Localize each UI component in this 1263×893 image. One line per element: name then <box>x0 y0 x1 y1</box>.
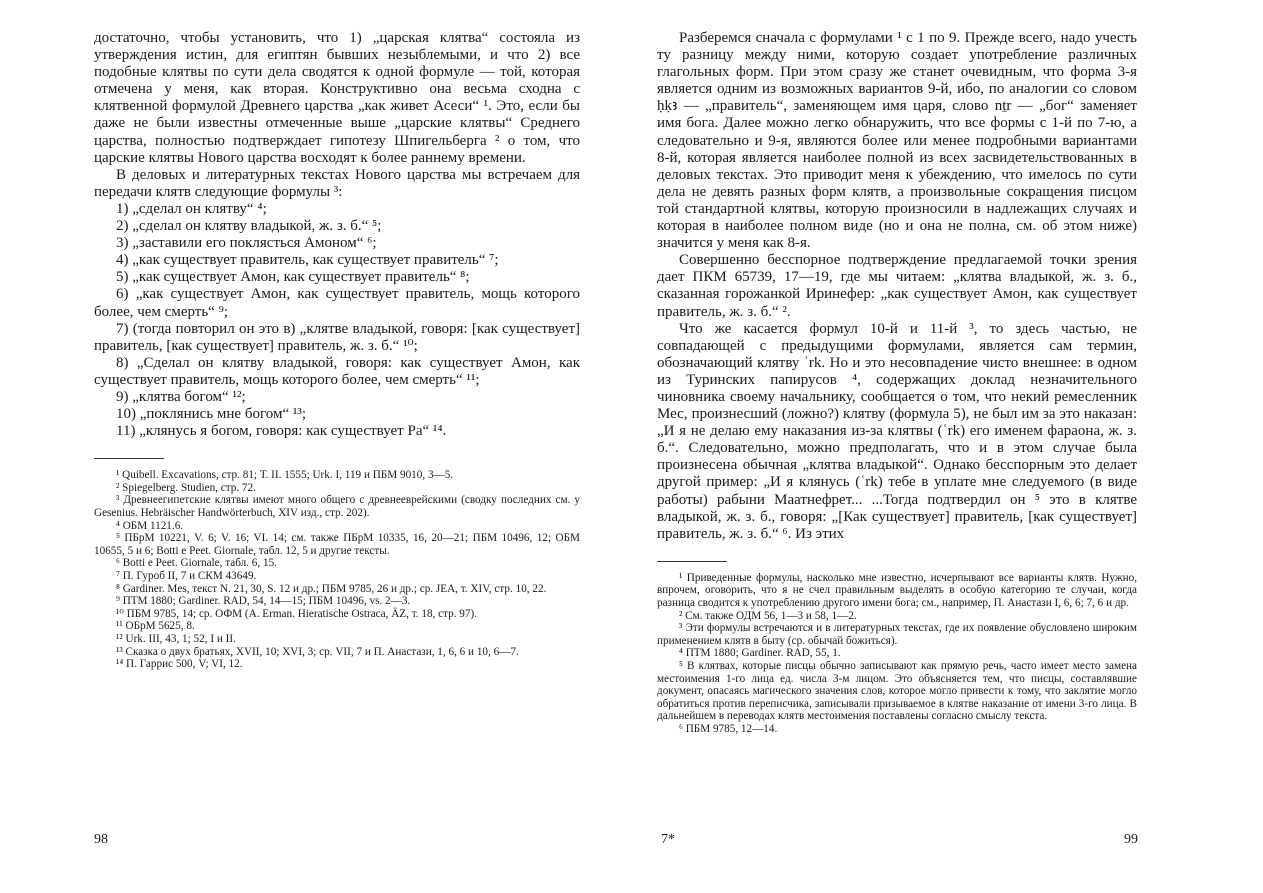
right-footnotes <box>657 572 1137 736</box>
signature-mark: 7* <box>661 832 675 847</box>
page-number-right: 99 <box>1124 832 1138 847</box>
footnote-2: ² См. также ОДМ 56, 1—3 и 58, 1—2. <box>679 609 857 622</box>
right-page <box>657 30 1137 736</box>
footnote-1: ¹ Приведенные формулы, насколько мне известно, исчерпывают все варианты клятв. Нужно, впрочем, оговорить, что я не счел правильным выделять в особую категорию те случаи, когда разница сводится к употреблению другого имени бога; см., например, П. Анастази I, 6, 6; 7, 6 и др. <box>657 571 1137 609</box>
footnote-6: ⁶ Botti e Peet. Giornale, табл. 6, 15. <box>116 557 277 570</box>
right-paragraph-2: Совершенно бесспорное подтверждение предлагаемой точки зрения дает ПКМ 65739, 17—19, где мы читаем: „клятва владыкой, ж. з. б., сказанная горожанкой Иринефер: „как существует Амон, как существует правитель, ж. з. б.“ ². <box>657 252 1137 320</box>
oath-formula-7: 7) (тогда повторил он это в) „клятве владыкой, говоря: [как существует] правитель, [как существует] правитель, ж. з. б.“ ¹⁰; <box>94 320 580 354</box>
left-footnotes <box>94 469 580 671</box>
footnote-8: ⁸ Gardiner. Mes, текст N. 21, 30, S. 12 и др.; ПБМ 9785, 26 и др.; ср. JEA, т. XIV, стр. 10, 22. <box>116 582 547 595</box>
oath-formula-5: 5) „как существует Амон, как существует правитель“ ⁸; <box>116 269 470 286</box>
footnote-3: ³ Эти формулы встречаются и в литературных текстах, где их появление обусловлено широким применением клятв в быту (ср. обычай божиться). <box>657 622 1137 647</box>
oath-formula-11: 11) „клянусь я богом, говоря: как существует Ра“ ¹⁴. <box>116 423 447 440</box>
left-paragraph-2: В деловых и литературных текстах Нового царства мы встречаем для передачи клятв следующие формулы ³: <box>94 166 580 200</box>
footnote-13: ¹³ Сказка о двух братьях, XVII, 10; XVI, 3; ср. VII, 7 и П. Анастази, 1, 6, 6 и 10, 6—7. <box>116 645 519 658</box>
footnote-12: ¹² Urk. III, 43, 1; 52, I и II. <box>116 632 236 645</box>
oath-formula-4: 4) „как существует правитель, как существует правитель“ ⁷; <box>116 252 499 269</box>
right-paragraph-1: Разберемся сначала с формулами ¹ с 1 по 9. Прежде всего, надо учесть ту разницу между ними, которую создает употребление различных глагольных форм. При этом сразу же станет очевидным, что форма 3-я является одним из возможных вариантов 9-й, ибо, по аналогии со словом ḥḳꜣ — „правитель“, заменяющем имя царя, слово nṯr — „бог“ заменяет имя бога. Далее можно легко обнаружить, что все формы с 1-й по 7-ю, а следовательно и 9-я, являются более или менее подробными вариантами 8-й, которая является наиболее полной из всех засвидетельствованных в деловых текстах. Это приводит меня к убеждению, что имелось по сути дела не девять разных форм клятв, а произвольные сокращения писцом той стандартной клятвы, которую произносили в надлежащих случаях и которая в наиболее полном виде (но и она не полна, см. об этом ниже) значится у меня как 8-я. <box>657 30 1137 252</box>
footnote-5: ⁵ ПБрМ 10221, V. 6; V. 16; VI. 14; см. также ПБрМ 10335, 16, 20—21; ПБМ 10496, 12; ОБМ 10655, 5 и 6; Botti e Peet. Giornale, табл. 12, 5 и другие тексты. <box>94 532 580 557</box>
oath-formula-2: 2) „сделал он клятву владыкой, ж. з. б.“ ⁵; <box>116 218 382 235</box>
left-paragraph-1: достаточно, чтобы установить, что 1) „царская клятва“ состояла из утверждения истин, для египтян бывших незыблемыми, и что 2) все подобные клятвы по сути дела сводятся к одной формуле — той, которая отмечена у меня, как вторая. Конструктивно она весьма сходна с клятвенной формулой Древнего царства „как живет Асеси“ ¹. Это, если бы даже не были известны отмеченные выше „царские клятвы“ Среднего царства, полностью подтверждает гипотезу Шпигельберга ² о том, что царские клятвы Нового царства восходят к более раннему времени. <box>94 30 580 166</box>
footnote-2: ² Spiegelberg. Studien, стр. 72. <box>116 481 256 494</box>
footnote-14: ¹⁴ П. Гаррис 500, V; VI, 12. <box>116 658 243 671</box>
oath-formula-1: 1) „сделал он клятву“ ⁴; <box>116 200 267 217</box>
oath-formula-list <box>94 201 580 440</box>
footnote-1: ¹ Quibell. Excavations, стр. 81; Т. II. 1555; Urk. I, 119 и ПБМ 9010, 3—5. <box>116 469 454 482</box>
footnote-6: ⁶ ПБМ 9785, 12—14. <box>679 722 778 735</box>
footnote-divider <box>94 458 164 459</box>
oath-formula-9: 9) „клятва богом“ ¹²; <box>116 388 246 405</box>
footnote-11: ¹¹ ОБрМ 5625, 8. <box>116 620 195 633</box>
oath-formula-8: 8) „Сделал он клятву владыкой, говоря: как существует Амон, как существует правитель, мощь которого более, чем смерть“ ¹¹; <box>94 354 580 388</box>
footnote-5: ⁵ В клятвах, которые писцы обычно записывают как прямую речь, часто имеет место замена местоимения 1-го лица ед. числа 3-м лицом. Это объясняется тем, что писцы, составлявшие документ, опасаясь магического значения слов, которое могло привести к тому, что заклятие могло обратиться против переписчика, записывали призываемое в клятве наказание от имени 3-го лица. В дальнейшем в переводах клятв местоимения поставлены согласно смыслу текста. <box>657 659 1137 723</box>
oath-formula-6: 6) „как существует Амон, как существует правитель, мощь которого более, чем смерть“ ⁹; <box>94 286 580 320</box>
footnote-9: ⁹ ПТМ 1880; Gardiner. RAD, 54, 14—15; ПБМ 10496, vs. 2—3. <box>116 595 411 608</box>
footnote-3: ³ Древнеегипетские клятвы имеют много общего с древнееврейскими (сводку последних см. у Gesenius. Hebräischer Handwörterbuch, XIV изд., стр. 202). <box>94 494 580 520</box>
footnote-10: ¹⁰ ПБМ 9785, 14; ср. ОФМ (A. Erman. Hieratische Ostraca, ÄZ, т. 18, стр. 97). <box>116 607 478 620</box>
right-paragraph-3: Что же касается формул 10-й и 11-й ³, то здесь частью, не совпадающей с предыдущими формулами, является сам термин, обозначающий клятву ʿrk. Но и это несовпадение чисто внешнее: в одном из Туринских папирусов ⁴, содержащих доклад незначительного чиновника своему начальнику, сообщается о том, что некий ремесленник Мес, произнесший (ложно?) клятву (формула 5), не был им за это наказан: „И я не делаю ему наказания из-за клятвы (ʿrk) его именем фараона, ж. з. б.“. Следовательно, можно предполагать, что и в этом случае была произнесена обычная „клятва владыкой“. Однако бесспорным это делает другой пример: „И я клянусь (ʿrk) тебе в уплате мне следуемого (в виде работы) рабыни Маатнефрет... ...Тогда подтвердил он ⁵ это в клятве владыкой, ж. з. б., говоря: „[Как существует] правитель, [как существует] правитель, ж. з. б.“ ⁶. Из этих <box>657 320 1137 542</box>
oath-formula-10: 10) „поклянись мне богом“ ¹³; <box>116 406 307 423</box>
footnote-4: ⁴ ПТМ 1880; Gardiner. RAD, 55, 1. <box>679 647 841 660</box>
left-page <box>94 30 580 671</box>
oath-formula-3: 3) „заставили его поклясться Амоном“ ⁶; <box>116 235 377 252</box>
page-number-left: 98 <box>94 832 108 847</box>
footnote-7: ⁷ П. Гуроб II, 7 и СКМ 43649. <box>116 570 257 582</box>
footnote-divider <box>657 561 727 562</box>
footnote-4: ⁴ ОБМ 1121.6. <box>116 519 184 532</box>
